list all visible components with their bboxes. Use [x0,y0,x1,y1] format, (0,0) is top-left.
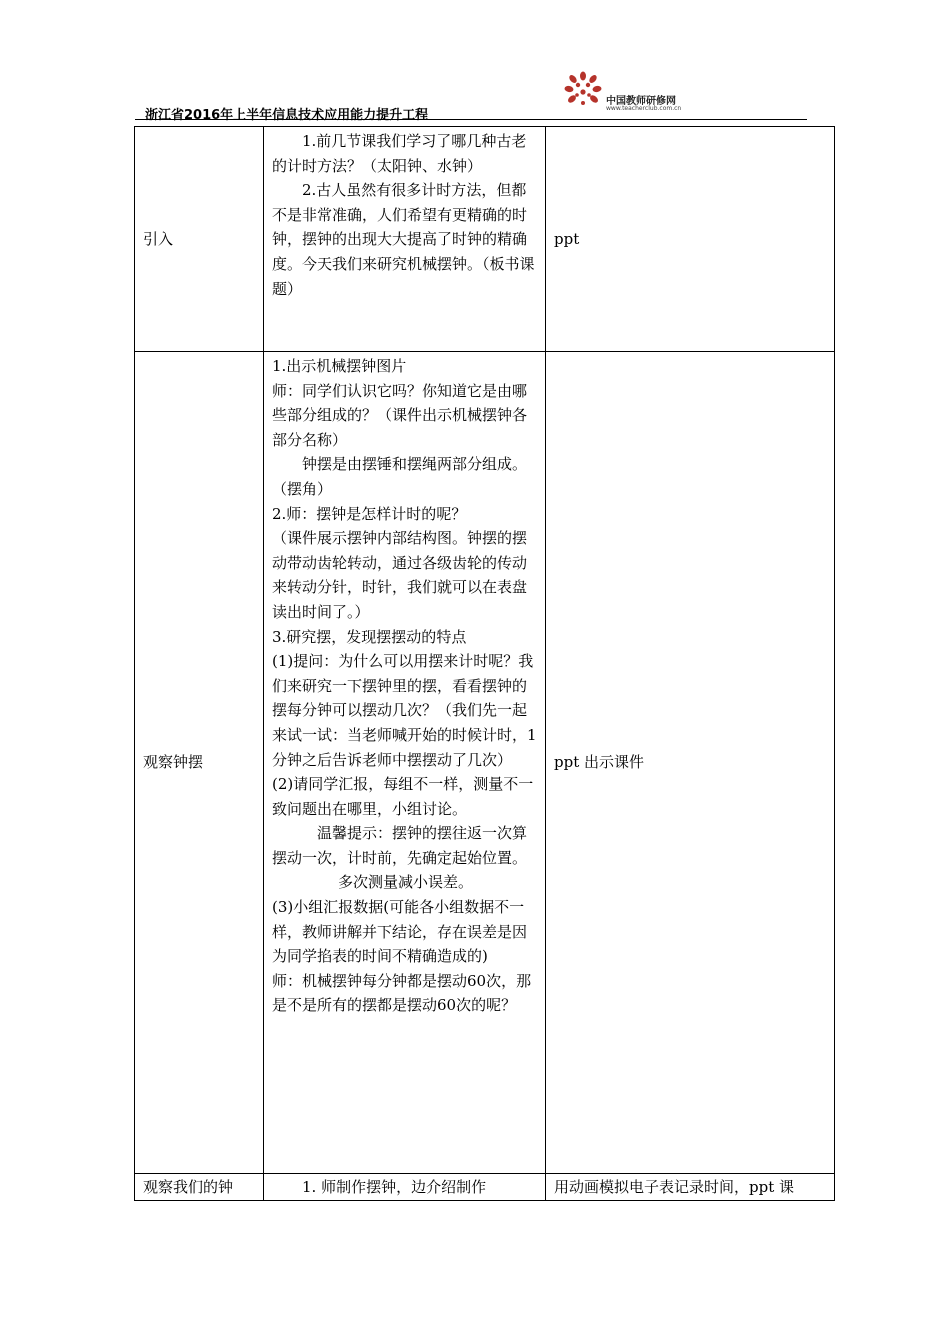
logo-url: www.teacherclub.com.cn [606,105,682,112]
content-paragraph: (3)小组汇报数据(可能各小组数据不一样，教师讲解并下结论，存在误差是因为同学掐表的时间不精确造成的) [272,898,528,966]
stage-cell: 观察我们的钟 [135,1174,264,1201]
lesson-plan-table [134,126,835,1201]
resource-cell: 用动画模拟电子表记录时间，ppt 课 [546,1174,835,1201]
content-cell [264,352,546,1174]
table-row [135,127,835,352]
content-paragraph: 钟摆是由摆锤和摆绳两部分组成。（摆角） [272,455,528,498]
stage-cell: 引入 [135,127,264,352]
teacherclub-logo [560,68,710,114]
page-header [135,66,807,123]
resource-cell: ppt [546,127,835,352]
logo-text: 中国教师研修网 [606,96,676,107]
logo-flower-icon [560,68,606,114]
table-row [135,352,835,1174]
header-title: 浙江省2016年上半年信息技术应用能力提升工程 [145,108,429,123]
table-row [135,1174,835,1201]
content-cell [264,127,546,352]
content-paragraph: 3.研究摆，发现摆摆动的特点 [272,627,467,646]
content-paragraph: 2.古人虽然有很多计时方法，但都不是非常准确，人们希望有更精确的时钟，摆钟的出现大大提高了时钟的精确度。今天我们来研究机械摆钟。（板书课题） [272,181,535,298]
content-paragraph: 温馨提示：摆钟的摆往返一次算摆动一次，计时前，先确定起始位置。 [272,824,528,867]
content-paragraph: 多次测量减小误差。 [338,873,474,892]
content-paragraph: 1.前几节课我们学习了哪几种古老的计时方法？（太阳钟、水钟） [272,132,527,175]
stage-cell: 观察钟摆 [135,352,264,1174]
content-paragraph: （课件展示摆钟内部结构图。钟摆的摆动带动齿轮转动，通过各级齿轮的传动来转动分针，时针，我们就可以在表盘读出时间了。） [272,529,528,621]
content-paragraph: 师：同学们认识它吗？你知道它是由哪些部分组成的？（课件出示机械摆钟各部分名称） [272,381,528,449]
content-paragraph: 2.师：摆钟是怎样计时的呢？ [272,504,467,523]
resource-cell: ppt 出示课件 [546,352,835,1174]
content-paragraph: 1.出示机械摆钟图片 [272,357,407,375]
content-paragraph: (1)提问：为什么可以用摆来计时呢？我们来研究一下摆钟里的摆，看看摆钟的摆每分钟可以摆动几次？（我们先一起来试一试：当老师喊开始的时候计时，1分钟之后告诉老师中摆摆动了几次） [272,652,537,769]
content-paragraph: 师：机械摆钟每分钟都是摆动60次，那是不是所有的摆都是摆动60次的呢？ [272,971,532,1015]
header-rule [135,119,807,120]
content-paragraph: 1. 师制作摆钟，边介绍制作 [302,1177,487,1196]
content-paragraph: (2)请同学汇报，每组不一样，测量不一致问题出在哪里，小组讨论。 [272,775,534,818]
content-cell [264,1174,546,1201]
